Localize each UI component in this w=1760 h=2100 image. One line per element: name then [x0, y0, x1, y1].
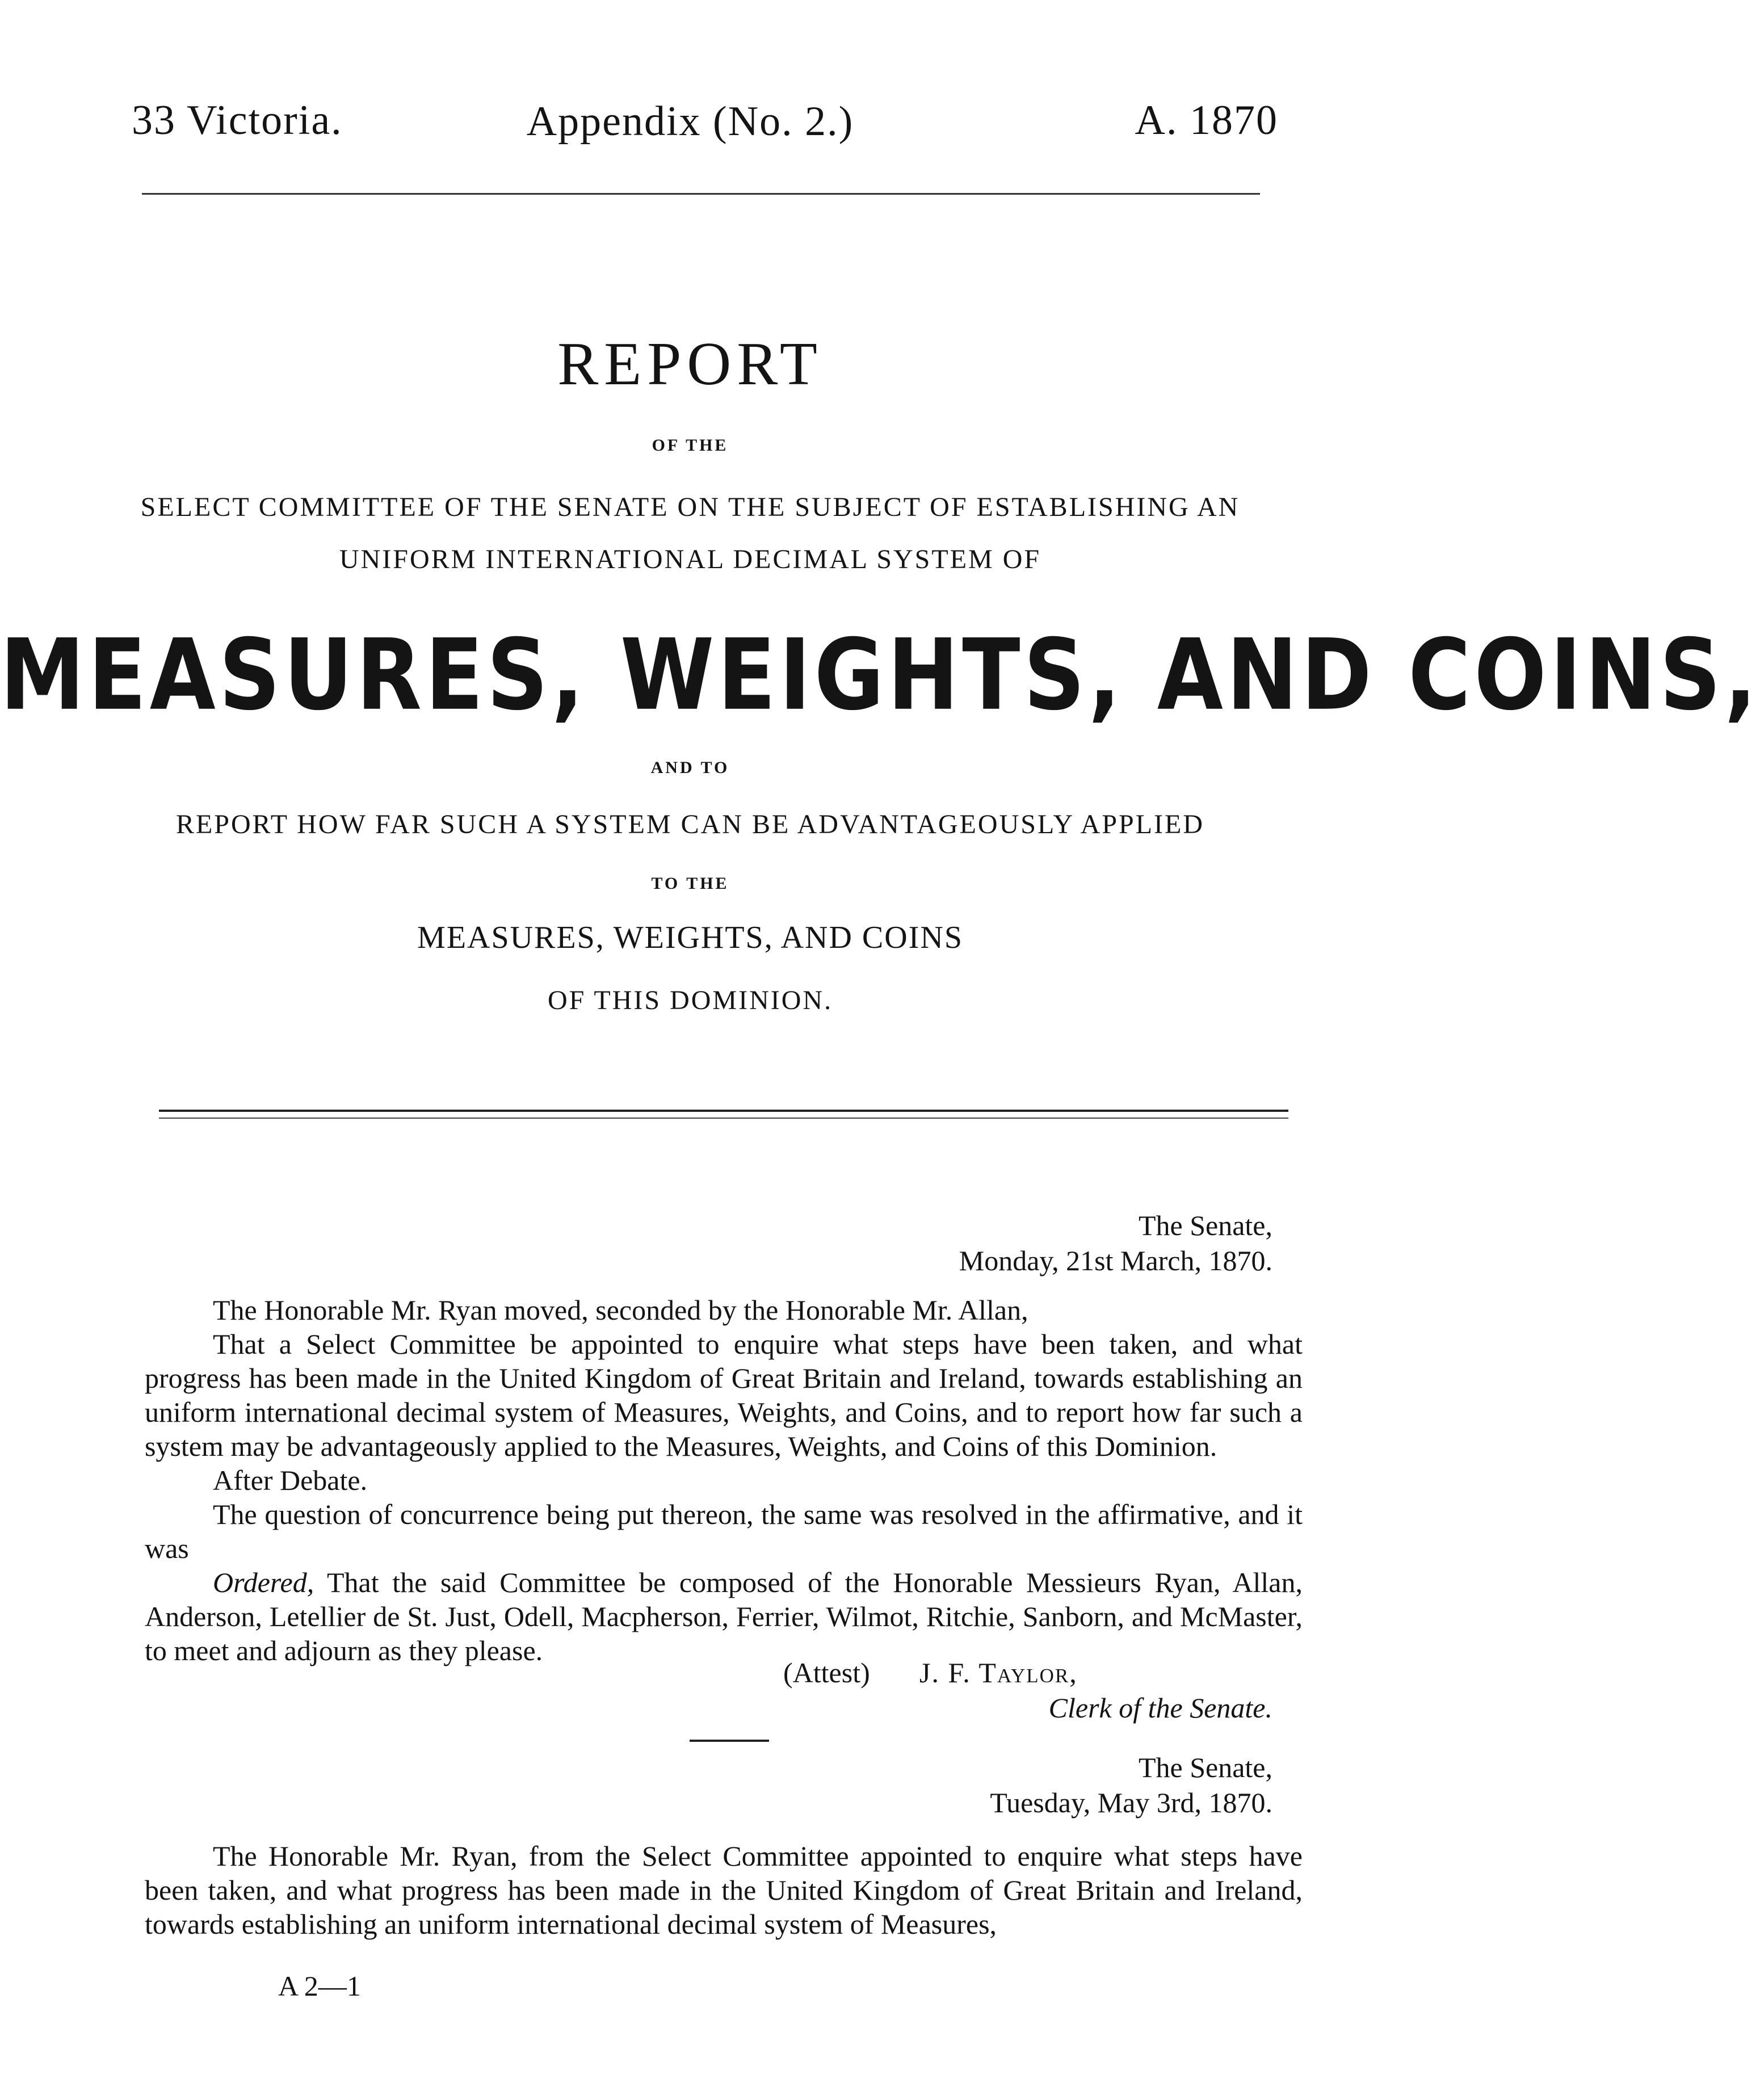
entry1-after-debate: After Debate. — [213, 1464, 368, 1496]
entry2-date: Tuesday, May 3rd, 1870. — [990, 1787, 1272, 1818]
attest-label: (Attest) — [783, 1657, 870, 1689]
header-center: Appendix (No. 2.) — [526, 98, 854, 145]
separator-rule — [690, 1740, 769, 1742]
entry2-body — [145, 1839, 1303, 1941]
entry1-resolution: That a Select Committee be appointed to enquire what steps have been taken, and what progress has been made in the United Kingdom of Great Britain and Ireland, towards establishing an uniform international decimal system of Measures, Weights, and Coins, and to report how far such a system may be advantageously applied to the Measures, Weights, and Coins of this Dominion. — [145, 1328, 1303, 1462]
report-title: REPORT — [557, 330, 823, 398]
ordered-label: Ordered, — [213, 1566, 314, 1598]
of-the-label: OF THE — [652, 436, 729, 455]
entry1-body — [145, 1293, 1303, 1668]
entry1-question: The question of concurrence being put thereon, the same was resolved in the affirmative, and it was — [145, 1498, 1303, 1564]
signer-name: J. F. Taylor, — [919, 1657, 1078, 1689]
subtitle-line-2: UNIFORM INTERNATIONAL DECIMAL SYSTEM OF — [339, 544, 1041, 574]
subtitle-line-1: SELECT COMMITTEE OF THE SENATE ON THE SUBJECT OF ESTABLISHING AN — [140, 492, 1240, 522]
measures-line: MEASURES, WEIGHTS, AND COINS — [417, 920, 963, 955]
and-to-label: AND TO — [650, 758, 730, 777]
entry1-ordered-text: That the said Committee be composed of the Honorable Messieurs Ryan, Allan, Anderson, Letellier de St. Just, Odell, Macpherson, Ferrier, Wilmot, Ritchie, Sanborn, and McMaster, to meet and adjourn as they please. — [145, 1566, 1303, 1666]
report-line: REPORT HOW FAR SUCH A SYSTEM CAN BE ADVANTAGEOUSLY APPLIED — [175, 809, 1205, 839]
section-rule — [159, 1110, 1288, 1119]
signer-title: Clerk of the Senate. — [1048, 1692, 1272, 1724]
entry1-motion: The Honorable Mr. Ryan moved, seconded by the Honorable Mr. Allan, — [213, 1294, 1028, 1326]
to-the-label: TO THE — [651, 874, 729, 893]
main-heading: MEASURES, WEIGHTS, AND COINS, — [0, 619, 1760, 733]
header-left: 33 Victoria. — [132, 97, 343, 144]
dominion-line: OF THIS DOMINION. — [547, 985, 833, 1015]
header-right: A. 1870 — [1135, 97, 1278, 144]
entry1-place: The Senate, — [1138, 1209, 1272, 1241]
entry2-place: The Senate, — [1138, 1752, 1272, 1783]
entry1-date: Monday, 21st March, 1870. — [959, 1245, 1272, 1276]
signature-mark: A 2—1 — [278, 1970, 361, 2002]
entry1-ordered-para — [145, 1565, 1303, 1668]
entry2-paragraph: The Honorable Mr. Ryan, from the Select Committee appointed to enquire what steps have been taken, and what progress has been made in the United Kingdom of Great Britain and Ireland, towards establishing an uniform international decimal system of Measures, — [145, 1840, 1303, 1940]
header-rule — [142, 193, 1260, 195]
